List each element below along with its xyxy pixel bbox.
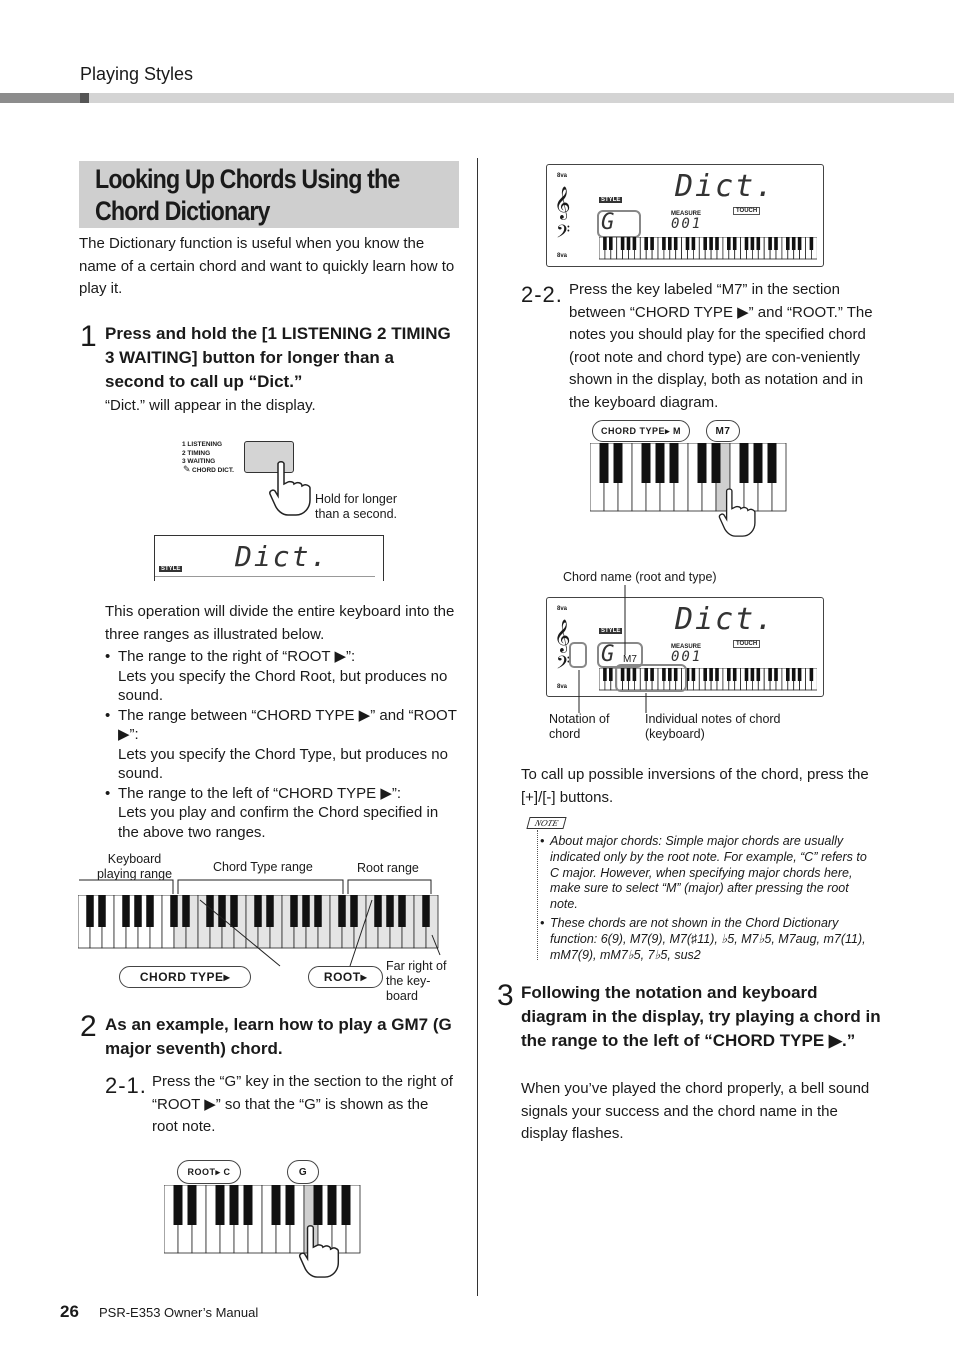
button-label-4: CHORD DICT. <box>192 466 234 474</box>
substep-2-1-text: Press the “G” key in the section to the right of “ROOT ▶” so that the “G” is shown as the root note. <box>152 1073 453 1135</box>
black-key <box>745 668 749 681</box>
lcd-chord-g: G <box>601 642 617 667</box>
button-label-3: 3 WAITING <box>182 458 216 465</box>
lcd-keyboard <box>599 237 817 261</box>
black-key <box>810 668 814 681</box>
list-item <box>105 706 460 784</box>
chord-type-pill: CHORD TYPE▸ <box>119 966 251 988</box>
black-key <box>727 668 731 681</box>
bullet-head: The range to the left of “CHORD TYPE ▶”: <box>118 784 402 802</box>
lcd-chord-g: G <box>601 210 617 235</box>
step-2-heading: As an example, learn how to play a GM7 (G major seventh) chord. <box>105 1015 452 1058</box>
lcd-8va-top: 8va <box>557 173 568 179</box>
style-badge: STYLE <box>161 566 181 572</box>
note-item: • These chords are not shown in the Chord Dictionary function: 6(9), M7(9), M7(♯11), ♭5, M7♭5, M7aug, m7(11), mM7(9), mM7♭5, 7♭5, sus2 <box>540 916 875 963</box>
black-key <box>122 895 130 927</box>
hold-label: Hold for longer than a second. <box>315 492 398 521</box>
list-item <box>105 784 460 843</box>
note-margin-line <box>537 830 538 960</box>
black-key <box>768 443 777 483</box>
black-key <box>703 237 707 250</box>
header-bar-accent <box>0 93 80 103</box>
g-pill: G <box>287 1160 319 1184</box>
black-key <box>810 237 814 250</box>
step-3-body: When you’ve played the chord properly, a bell sound signals your success and the chord name in the display flashes. <box>521 1080 870 1142</box>
root-c-pill: ROOT▸ C <box>177 1160 241 1184</box>
black-key <box>670 443 679 483</box>
bullet-head: The range between “CHORD TYPE ▶” and “ROOT ▶”: <box>118 706 457 743</box>
lcd-8va-top: 8va <box>557 606 568 612</box>
black-key <box>244 1185 253 1225</box>
step-2-number: 2 <box>80 1010 97 1043</box>
black-key <box>614 443 623 483</box>
black-key <box>786 668 790 681</box>
black-key <box>286 1185 295 1225</box>
pencil-icon: ✎ <box>183 464 191 474</box>
black-key <box>709 668 713 681</box>
title-line-1: Looking Up Chords Using the <box>95 164 400 194</box>
substep-2-2-number: 2-2. <box>521 282 563 307</box>
lcd-measure-number: 001 <box>671 649 703 665</box>
black-key <box>703 668 707 681</box>
black-key <box>314 1185 323 1225</box>
black-key <box>768 668 772 681</box>
black-key <box>609 237 613 250</box>
range-leader-lines <box>150 880 450 970</box>
black-key <box>740 443 749 483</box>
substep-2-2-text: Press the key labeled “M7” in the section between “CHORD TYPE ▶” and “ROOT.” The notes you should play for the specified chord (root note and chord type) are con-veniently shown in the display, both as notation and in the keyboard diagram. <box>569 281 873 411</box>
style-badge: STYLE <box>601 197 621 203</box>
black-key <box>733 237 737 250</box>
header-bar <box>0 93 954 103</box>
lcd-display-1 <box>154 535 384 581</box>
black-key <box>188 1185 197 1225</box>
column-divider <box>477 158 478 1296</box>
chord-name-label: Chord name (root and type) <box>563 570 717 584</box>
step-1-number: 1 <box>80 320 97 353</box>
black-key <box>745 237 749 250</box>
notes-label: Individual notes of chord (keyboard) <box>645 712 781 741</box>
black-key <box>733 668 737 681</box>
root-range-label: Root range <box>357 861 419 875</box>
black-key <box>798 237 802 250</box>
black-key <box>621 237 625 250</box>
black-key <box>792 668 796 681</box>
step-1-sub: “Dict.” will appear in the display. <box>105 397 316 414</box>
notation-label: Notation of chord <box>549 712 610 741</box>
keyboard-2-2 <box>590 443 795 513</box>
range-list <box>105 647 460 842</box>
root-pill: ROOT▸ <box>308 966 383 988</box>
black-key <box>709 237 713 250</box>
lcd-chord-m7: M7 <box>623 654 637 665</box>
black-key <box>774 668 778 681</box>
chord-type-m-pill: CHORD TYPE▸ M <box>592 420 690 442</box>
black-key <box>712 443 721 483</box>
button-label-2: 2 TIMING <box>182 449 211 457</box>
black-key <box>715 237 719 250</box>
black-key <box>674 237 678 250</box>
button-label-1: 1 LISTENING <box>182 441 223 448</box>
bass-clef-icon: 𝄢 <box>556 221 571 246</box>
black-key <box>174 1185 183 1225</box>
black-key <box>692 237 696 250</box>
black-key <box>786 237 790 250</box>
substep-2-1-number: 2-1. <box>105 1073 147 1098</box>
lcd-measure-number: 001 <box>671 216 703 232</box>
list-item <box>105 647 460 706</box>
lcd-dict-text: Dict. <box>675 602 776 637</box>
touch-badge: TOUCH <box>733 207 760 215</box>
black-key <box>727 237 731 250</box>
black-key <box>600 443 609 483</box>
touch-badge: TOUCH <box>733 640 760 648</box>
black-key <box>754 443 763 483</box>
black-key <box>751 668 755 681</box>
range-paragraph: This operation will divide the entire keyboard into the three ranges as illustrated below. <box>105 603 455 643</box>
black-key <box>792 237 796 250</box>
step-3-number: 3 <box>497 979 514 1012</box>
note-item: • About major chords: Simple major chords are usually indicated only by the root note. For example, “C” refers to C major. However, when specifying major chords here, make sure to select “M” (major) after pressing the root note. <box>540 834 875 913</box>
black-key <box>328 1185 337 1225</box>
section-header: Playing Styles <box>80 64 194 84</box>
black-key <box>627 237 631 250</box>
lcd-dict-text: Dict. <box>235 540 330 573</box>
intro-paragraph: The Dictionary function is useful when you know the name of a certain chord and want to quickly learn how to play it. <box>79 235 455 297</box>
black-key <box>751 237 755 250</box>
measure-label: MEASURE <box>671 644 702 650</box>
bass-clef-icon: 𝄢 <box>556 652 571 677</box>
black-key <box>774 237 778 250</box>
chord-type-range-label: Chord Type range <box>213 860 313 874</box>
lcd-display-2 <box>546 164 824 267</box>
black-key <box>134 895 142 927</box>
black-key <box>86 895 94 927</box>
black-key <box>216 1185 225 1225</box>
black-key <box>715 668 719 681</box>
header-bar-block <box>80 93 89 103</box>
page-number: 26 <box>60 1302 79 1321</box>
note-badge: NOTE <box>526 817 566 829</box>
lcd-8va-bottom: 8va <box>557 684 568 690</box>
black-key <box>98 895 106 927</box>
lcd-dict-text: Dict. <box>675 169 776 204</box>
pointing-hand-icon <box>296 1224 346 1282</box>
black-key <box>642 443 651 483</box>
black-key <box>342 1185 351 1225</box>
treble-clef-icon: 𝄞 <box>554 187 571 218</box>
lcd-baseline <box>155 576 375 577</box>
black-key <box>798 668 802 681</box>
black-key <box>603 237 607 250</box>
bullet-head: The range to the right of “ROOT ▶”: <box>118 648 356 665</box>
page-title <box>79 161 459 228</box>
black-key <box>757 237 761 250</box>
black-key <box>230 1185 239 1225</box>
lcd-8va-bottom: 8va <box>557 253 568 259</box>
pointing-hand-icon <box>266 460 318 520</box>
black-key <box>692 668 696 681</box>
step-3-heading: Following the notation and keyboard diagram in the display, try playing a chord in the range to the left of “CHORD TYPE ▶.” <box>521 983 881 1050</box>
style-badge: STYLE <box>601 628 621 634</box>
treble-clef-icon: 𝄞 <box>554 620 571 651</box>
pointing-hand-icon <box>716 486 762 542</box>
black-key <box>644 237 648 250</box>
annotation-leader-lines <box>545 585 685 715</box>
step-1-heading: Press and hold the [1 LISTENING 2 TIMING 3 WAITING] button for longer than a second to call up “Dict.” <box>105 324 451 391</box>
m7-pill: M7 <box>706 420 740 442</box>
black-key <box>757 668 761 681</box>
black-key <box>686 237 690 250</box>
black-key <box>768 237 772 250</box>
black-key <box>272 1185 281 1225</box>
black-key <box>650 237 654 250</box>
bullet-body: Lets you play and confirm the Chord specified in the above two ranges. <box>118 804 439 841</box>
bullet-body: Lets you specify the Chord Root, but produces no sound. <box>118 667 448 704</box>
keyboard-range-label: Keyboard playing range <box>96 852 173 881</box>
inversion-text: To call up possible inversions of the chord, press the [+]/[-] buttons. <box>521 766 869 806</box>
black-key <box>662 237 666 250</box>
black-key <box>698 443 707 483</box>
black-key <box>668 237 672 250</box>
black-key <box>656 443 665 483</box>
bullet-body: Lets you specify the Chord Type, but produces no sound. <box>118 745 448 782</box>
title-line-2: Chord Dictionary <box>95 196 270 226</box>
note-list <box>540 834 875 963</box>
black-key <box>633 237 637 250</box>
measure-label: MEASURE <box>671 211 702 217</box>
manual-title: PSR-E353 Owner’s Manual <box>99 1305 259 1320</box>
far-right-label: Far right of the key-board <box>386 959 447 1003</box>
